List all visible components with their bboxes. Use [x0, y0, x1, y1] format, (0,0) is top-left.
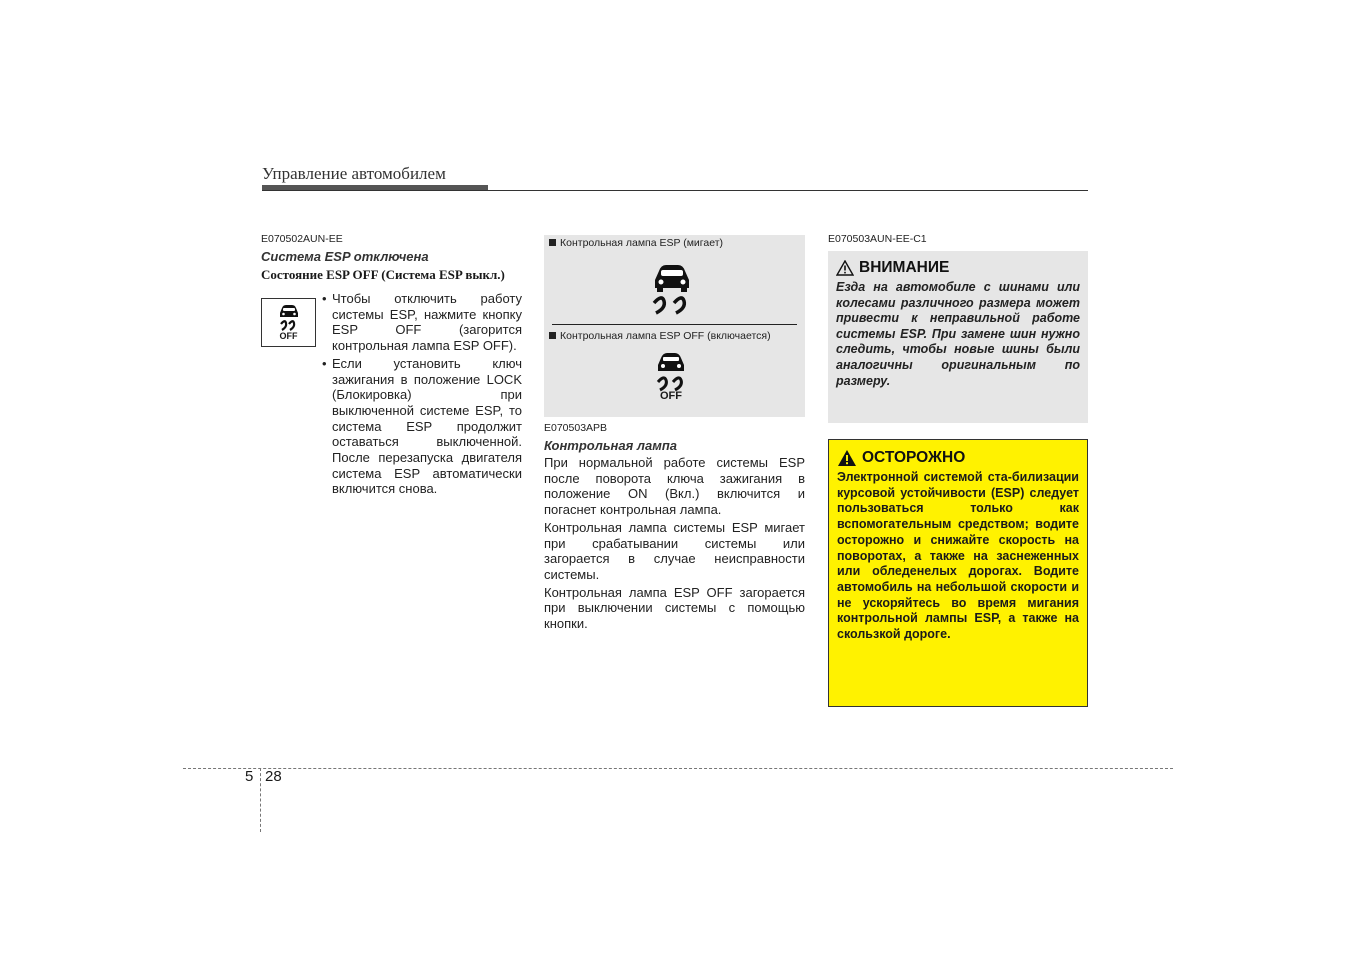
esp-off-icon [261, 298, 316, 347]
esp-off-lamp-icon [653, 352, 689, 402]
caution-heading: ОСТОРОЖНО [837, 449, 1079, 467]
skid-car-icon [276, 304, 302, 332]
section-code: E070503AUN-EE-C1 [828, 233, 927, 245]
paragraph: Контрольная лампа системы ESP мигает при срабатывании системы или загорается в случае неисправности системы. [544, 519, 805, 582]
section-subtitle: Контрольная лампа [544, 438, 677, 453]
section-title: Управление автомобилем [262, 164, 446, 183]
section-code: E070503APB [544, 422, 608, 434]
paragraph: Контрольная лампа ESP OFF загорается при выключении системы с помощью кнопки. [544, 584, 805, 632]
lamp-caption-blinking: Контрольная лампа ESP (мигает) [549, 237, 723, 249]
caution-box [828, 439, 1088, 707]
column-notices [828, 233, 1088, 707]
footer-divider [260, 768, 261, 832]
column-esp-off [261, 233, 522, 499]
esp-off-body [261, 291, 522, 497]
chapter-number: 5 [245, 768, 254, 785]
esp-off-bullets [322, 291, 522, 497]
section-subheading: Состояние ESP OFF (Система ESP выкл.) [261, 267, 505, 282]
section-code: E070502AUN-EE [261, 233, 343, 245]
lamp-divider [552, 324, 797, 325]
lamp-illustration [544, 235, 805, 417]
section-subtitle: Система ESP отключена [261, 249, 429, 264]
esp-off-lamp-label: OFF [660, 390, 682, 402]
column-warning-lamp [544, 235, 805, 632]
esp-off-label: OFF [279, 331, 298, 341]
list-item: • Чтобы отключить работу системы ESP, нажмите кнопку ESP OFF (загорится контрольная лампа ESP OFF). [322, 291, 522, 354]
notice-box [828, 251, 1088, 423]
caution-text: Электронной системой ста-билизации курсовой устойчивости (ESP) следует пользоваться только как вспомогательным средством; водите осторожно и снижайте скорость на поворотах, а также на заснеженных или обледенелых дорогах. Водите автомобиль на небольшой скорости и не ускоряйтесь во время мигания контрольной лампы ESP, а также на скользкой дороге. [837, 470, 1079, 642]
esp-blinking-icon [648, 263, 696, 315]
list-item: • Если установить ключ зажигания в положение LOCK (Блокировка) при выключенной системе ESP, то система ESP продолжит оставаться выключенной. После перезапуска двигателя система ESP автоматически включится снова. [322, 356, 522, 497]
notice-text: Езда на автомобиле с шинами или колесами различного размера может привести к неправильной работе системы ESP. При замене шин нужно следить, чтобы новые шины были аналогичны оригинальным по размеру. [836, 280, 1080, 388]
footer-rule [183, 768, 1173, 769]
caution-triangle-icon [837, 449, 857, 467]
page-number: 28 [265, 768, 282, 785]
warning-triangle-icon [836, 260, 854, 276]
paragraph: При нормальной работе системы ESP после поворота ключа зажигания в положение ON (Вкл.) включится и погаснет контрольная лампа. [544, 455, 805, 518]
header-rule [262, 190, 1088, 191]
skid-car-icon [653, 352, 689, 392]
lamp-caption-off: Контрольная лампа ESP OFF (включается) [549, 330, 771, 342]
notice-heading: ВНИМАНИЕ [836, 259, 1080, 277]
